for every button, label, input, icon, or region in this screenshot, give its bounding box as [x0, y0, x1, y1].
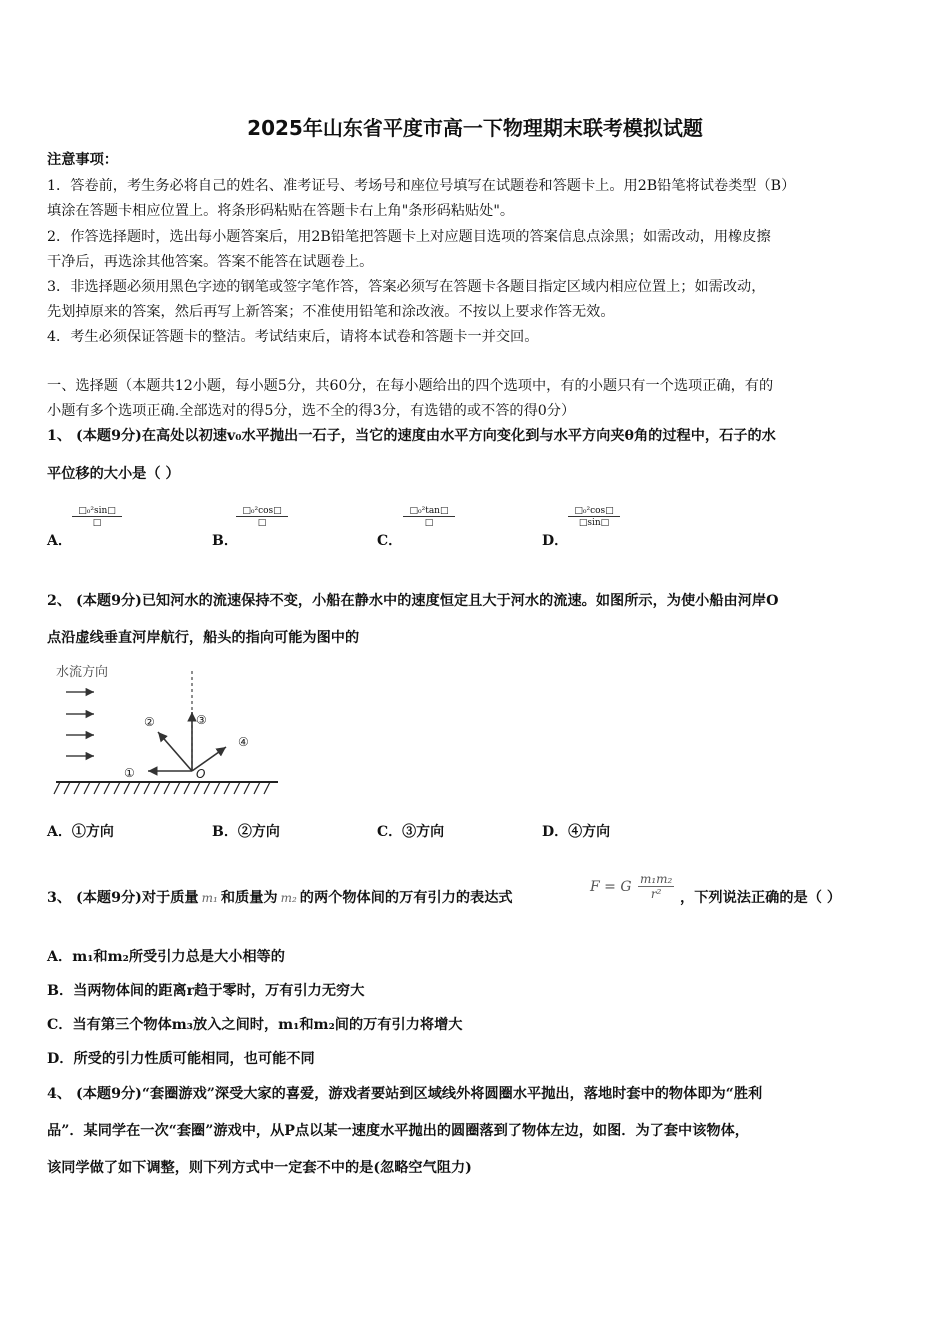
- notice-heading: 注意事项：: [47, 152, 118, 168]
- q1-option-b-label: B．: [212, 533, 238, 549]
- formula-fraction: [638, 872, 674, 901]
- direction-label-4: ④: [238, 735, 249, 749]
- q3-m1: m₁: [201, 891, 218, 905]
- q1-option-d-label: D．: [542, 533, 569, 549]
- notice-line: 1．答卷前，考生务必将自己的姓名、准考证号、考场号和座位号填写在试题卷和答题卡上。用2B铅笔将试卷类型（B）: [47, 178, 796, 194]
- q3-text-c: 的两个物体间的万有引力的表达式: [299, 890, 513, 906]
- q1-option-c-formula: [403, 506, 455, 528]
- figure-caption: 水流方向: [56, 665, 109, 680]
- notice-line: 先划掉原来的答案，然后再写上新答案；不准使用铅笔和涂改液。不按以上要求作答无效。: [47, 304, 615, 320]
- q3-option-c: C．当有第三个物体m₃放入之间时，m₁和m₂间的万有引力将增大: [47, 1017, 463, 1033]
- notice-line: 干净后，再选涂其他答案。答案不能答在试题卷上。: [47, 254, 374, 270]
- direction-label-3: ③: [196, 713, 207, 727]
- question-1-text: 1、 (本题9分)在高处以初速v₀水平抛出一石子，当它的速度由水平方向变化到与水平方向夹θ角的过程中，石子的水: [47, 428, 776, 444]
- fraction-denominator: □sin□: [578, 518, 610, 528]
- fraction-numerator: □₀²cos□: [236, 506, 288, 517]
- q3-option-a: A．m₁和m₂所受引力总是大小相等的: [47, 949, 285, 965]
- riverbank-hatching: [54, 782, 270, 794]
- q3-option-d: D．所受的引力性质可能相同，也可能不同: [47, 1051, 315, 1067]
- question-4-text: 该同学做了如下调整，则下列方式中一定套不中的是(忽略空气阻力): [47, 1160, 472, 1176]
- fraction-denominator: □: [92, 518, 102, 528]
- question-2-text: 点沿虚线垂直河岸航行，船头的指向可能为图中的: [47, 630, 360, 646]
- q3-option-b: B．当两物体间的距离r趋于零时，万有引力无穷大: [47, 983, 365, 999]
- q1-option-b-formula: [236, 506, 288, 528]
- q3-text-d: ，下列说法正确的是（ ）: [680, 890, 842, 906]
- fraction-numerator: □₀²cos□: [568, 506, 620, 517]
- question-4-text: 4、 (本题9分)“套圈游戏”深受大家的喜爱，游戏者要站到区域线外将圆圈水平抛出，落地时套中的物体即为“胜利: [47, 1086, 763, 1102]
- question-2-text: 2、 (本题9分)已知河水的流速保持不变，小船在静水中的速度恒定且大于河水的流速。如图所示，为使小船由河岸O: [47, 593, 779, 609]
- q2-option-a: A．①方向: [47, 824, 114, 840]
- direction-arrows: [148, 712, 226, 771]
- fraction-denominator: □: [424, 518, 434, 528]
- q1-option-a-label: A．: [47, 533, 72, 549]
- formula-denominator: r²: [650, 887, 662, 901]
- river-boat-diagram: [52, 660, 282, 800]
- q2-option-d: D．④方向: [542, 824, 611, 840]
- q2-option-c: C．③方向: [377, 824, 445, 840]
- section-header-line: 小题有多个选项正确.全部选对的得5分，选不全的得3分，有选错的或不答的得0分）: [47, 403, 576, 419]
- q1-option-d-formula: [568, 506, 620, 528]
- fraction-numerator: □₀²sin□: [72, 506, 122, 517]
- notice-line: 3．非选择题必须用黑色字迹的钢笔或签字笔作答，答案必须写在答题卡各题目指定区域内相应位置上；如需改动，: [47, 279, 766, 295]
- gravitation-formula: [590, 872, 674, 901]
- notice-line: 4．考生必须保证答题卡的整洁。考试结束后，请将本试卷和答题卡一并交回。: [47, 329, 539, 345]
- formula-numerator: m₁m₂: [639, 872, 673, 886]
- fraction-numerator: □₀²tan□: [403, 506, 455, 517]
- page-title: 2025年山东省平度市高一下物理期末联考模拟试题: [247, 116, 703, 140]
- q3-text-b: 和质量为: [220, 890, 278, 906]
- direction-label-1: ①: [124, 766, 135, 780]
- q3-m2: m₂: [280, 891, 297, 905]
- question-4-text: 品”．某同学在一次“套圈”游戏中，从P点以某一速度水平抛出的圆圈落到了物体左边，如图．为了套中该物体，: [47, 1123, 749, 1139]
- q1-option-a-formula: [72, 506, 122, 528]
- notice-line: 2．作答选择题时，选出每小题答案后，用2B铅笔把答题卡上对应题目选项的答案信息点涂黑；如需改动，用橡皮擦: [47, 229, 771, 245]
- direction-label-2: ②: [144, 715, 155, 729]
- section-header-line: 一、选择题（本题共12小题，每小题5分，共60分，在每小题给出的四个选项中，有的小题只有一个选项正确，有的: [47, 378, 774, 394]
- notice-line: 填涂在答题卡相应位置上。将条形码粘贴在答题卡右上角"条形码粘贴处"。: [47, 203, 515, 219]
- question-1-text: 平位移的大小是（ ）: [47, 466, 180, 482]
- point-o-label: O: [196, 767, 206, 781]
- water-flow-arrows: [66, 692, 94, 756]
- fraction-denominator: □: [257, 518, 267, 528]
- q3-text-a: 3、 (本题9分)对于质量: [47, 890, 199, 906]
- q1-option-c-label: C．: [377, 533, 403, 549]
- q2-option-b: B．②方向: [212, 824, 280, 840]
- formula-lhs: F = G: [590, 878, 632, 895]
